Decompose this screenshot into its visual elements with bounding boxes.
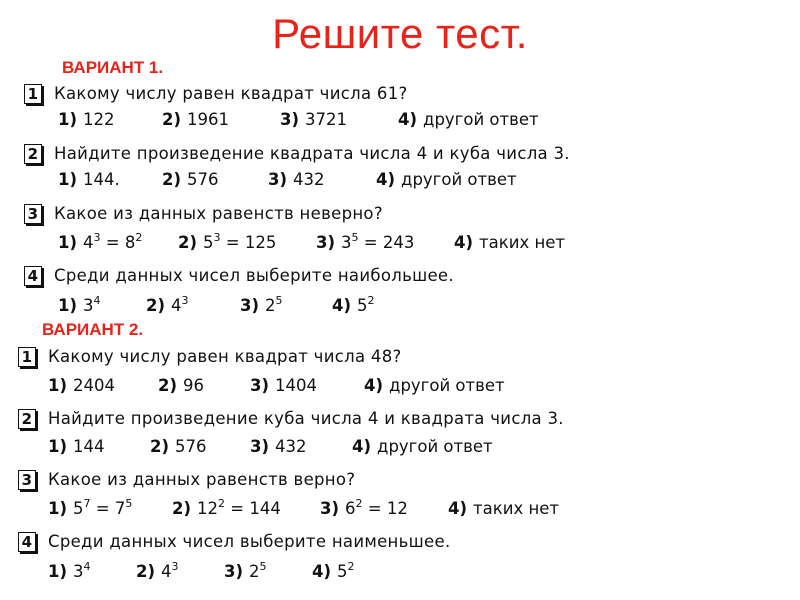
answer-value: 1961 (187, 110, 230, 129)
v2-q4-answer-2[interactable] (136, 562, 179, 586)
v2-q4-answer-3[interactable] (224, 562, 267, 586)
answer-value: $5^2$ (337, 560, 355, 581)
answer-number: 3) (320, 499, 340, 518)
answer-number: 1) (48, 499, 68, 518)
answer-number: 1) (58, 296, 78, 315)
answer-value: 144 (73, 437, 105, 456)
answer-value: $2^5$ (249, 560, 267, 581)
question-text: Какое из данных равенств неверно? (54, 204, 383, 223)
answer-value: $5^7 = 7^5$ (73, 497, 133, 518)
answer-value: таких нет (473, 499, 560, 518)
answer-number: 4) (454, 233, 474, 252)
answer-number: 1) (58, 170, 78, 189)
v2-q3-answer-3[interactable] (320, 499, 408, 523)
v1-q3-answer-1[interactable] (58, 233, 142, 257)
question-text: Найдите произведение квадрата числа 4 и куба числа 3. (54, 144, 570, 163)
answer-value: $6^2 = 12$ (345, 497, 408, 518)
answer-number: 3) (250, 376, 270, 395)
v2-q1-answer-1[interactable] (48, 376, 115, 400)
v1-q4-answer-4[interactable] (332, 296, 375, 320)
answer-value: $12^2 = 144$ (197, 497, 281, 518)
answer-value: другой ответ (423, 110, 539, 129)
v2-q1-answer-4[interactable] (364, 376, 505, 400)
answer-number: 3) (224, 562, 244, 581)
answer-value: 96 (183, 376, 205, 395)
answer-value: 3721 (305, 110, 348, 129)
answer-number: 3) (316, 233, 336, 252)
answer-value: 2404 (73, 376, 116, 395)
v1-q1-answer-4[interactable] (398, 110, 539, 134)
v2-q3-answer-2[interactable] (172, 499, 281, 523)
answer-value: 122 (83, 110, 115, 129)
question-number: 3 (18, 470, 36, 490)
v2-q3-answer-1[interactable] (48, 499, 132, 523)
answer-number: 1) (48, 562, 68, 581)
answer-value: $3^5 = 243$ (341, 231, 415, 252)
answer-value: 576 (175, 437, 207, 456)
answer-number: 4) (352, 437, 372, 456)
answer-value: 144. (83, 170, 120, 189)
answer-value: $3^4$ (73, 560, 91, 581)
answer-value: 576 (187, 170, 219, 189)
answer-number: 1) (58, 233, 78, 252)
v2-q4-answer-4[interactable] (312, 562, 355, 586)
question-number: 2 (24, 144, 42, 164)
v2-q2-answer-3[interactable] (250, 437, 307, 461)
v2-q4-answer-1[interactable] (48, 562, 91, 586)
answer-number: 3) (268, 170, 288, 189)
v1-q3-answer-4[interactable] (454, 233, 565, 257)
answer-value: другой ответ (377, 437, 493, 456)
answer-number: 4) (448, 499, 468, 518)
answer-number: 2) (162, 170, 182, 189)
question-number: 1 (24, 84, 42, 104)
v1-q1-answer-1[interactable] (58, 110, 115, 134)
question-text: Какое из данных равенств верно? (48, 470, 356, 489)
v2-q1-answer-3[interactable] (250, 376, 317, 400)
answer-number: 2) (146, 296, 166, 315)
answer-value: $5^2$ (357, 294, 375, 315)
page-title: Решите тест. (272, 10, 528, 57)
v1-q1-answer-2[interactable] (162, 110, 229, 134)
v1-q1-answer-3[interactable] (280, 110, 347, 134)
answer-value: другой ответ (401, 170, 517, 189)
answer-number: 2) (172, 499, 192, 518)
answer-number: 2) (178, 233, 198, 252)
v2-q2-answer-4[interactable] (352, 437, 493, 461)
question-number: 4 (24, 266, 42, 286)
v1-q3-answer-2[interactable] (178, 233, 276, 257)
answer-value: 432 (293, 170, 325, 189)
answer-number: 1) (58, 110, 78, 129)
v1-q2-answer-3[interactable] (268, 170, 325, 194)
question-number: 3 (24, 204, 42, 224)
question-text: Среди данных чисел выберите наибольшее. (54, 266, 454, 285)
answer-number: 2) (150, 437, 170, 456)
question-text: Какому числу равен квадрат числа 61? (54, 84, 408, 103)
answer-number: 3) (250, 437, 270, 456)
answer-value: 432 (275, 437, 307, 456)
v1-q2-answer-1[interactable] (58, 170, 120, 194)
answer-number: 4) (332, 296, 352, 315)
v1-q2-answer-4[interactable] (376, 170, 517, 194)
answer-number: 3) (280, 110, 300, 129)
v1-q3-answer-3[interactable] (316, 233, 414, 257)
v2-q2-answer-2[interactable] (150, 437, 207, 461)
answer-number: 4) (364, 376, 384, 395)
question-number: 1 (18, 347, 36, 367)
answer-value: $4^3$ (171, 294, 189, 315)
v2-q2-answer-1[interactable] (48, 437, 105, 461)
answer-number: 2) (162, 110, 182, 129)
v2-q3-answer-4[interactable] (448, 499, 559, 523)
answer-number: 2) (158, 376, 178, 395)
answer-number: 1) (48, 437, 68, 456)
question-text: Найдите произведение куба числа 4 и квадрата числа 3. (48, 409, 564, 428)
v1-q4-answer-3[interactable] (240, 296, 283, 320)
answer-number: 2) (136, 562, 156, 581)
question-text: Какому числу равен квадрат числа 48? (48, 347, 402, 366)
answer-value: $4^3 = 8^2$ (83, 231, 143, 252)
v1-q4-answer-2[interactable] (146, 296, 189, 320)
answer-value: $5^3 = 125$ (203, 231, 277, 252)
question-number: 4 (18, 532, 36, 552)
v2-q1-answer-2[interactable] (158, 376, 204, 400)
answer-number: 4) (312, 562, 332, 581)
answer-value: $2^5$ (265, 294, 283, 315)
answer-value: $3^4$ (83, 294, 101, 315)
question-number: 2 (18, 409, 36, 429)
answer-value: $4^3$ (161, 560, 179, 581)
answer-value: таких нет (479, 233, 566, 252)
answer-number: 4) (376, 170, 396, 189)
v1-q2-answer-2[interactable] (162, 170, 219, 194)
variant-2-label: ВАРИАНТ 2. (42, 320, 144, 339)
question-text: Среди данных чисел выберите наименьшее. (48, 532, 451, 551)
answer-value: 1404 (275, 376, 318, 395)
answer-value: другой ответ (389, 376, 505, 395)
variant-1-label: ВАРИАНТ 1. (62, 58, 164, 77)
answer-number: 4) (398, 110, 418, 129)
answer-number: 3) (240, 296, 260, 315)
v1-q4-answer-1[interactable] (58, 296, 101, 320)
answer-number: 1) (48, 376, 68, 395)
